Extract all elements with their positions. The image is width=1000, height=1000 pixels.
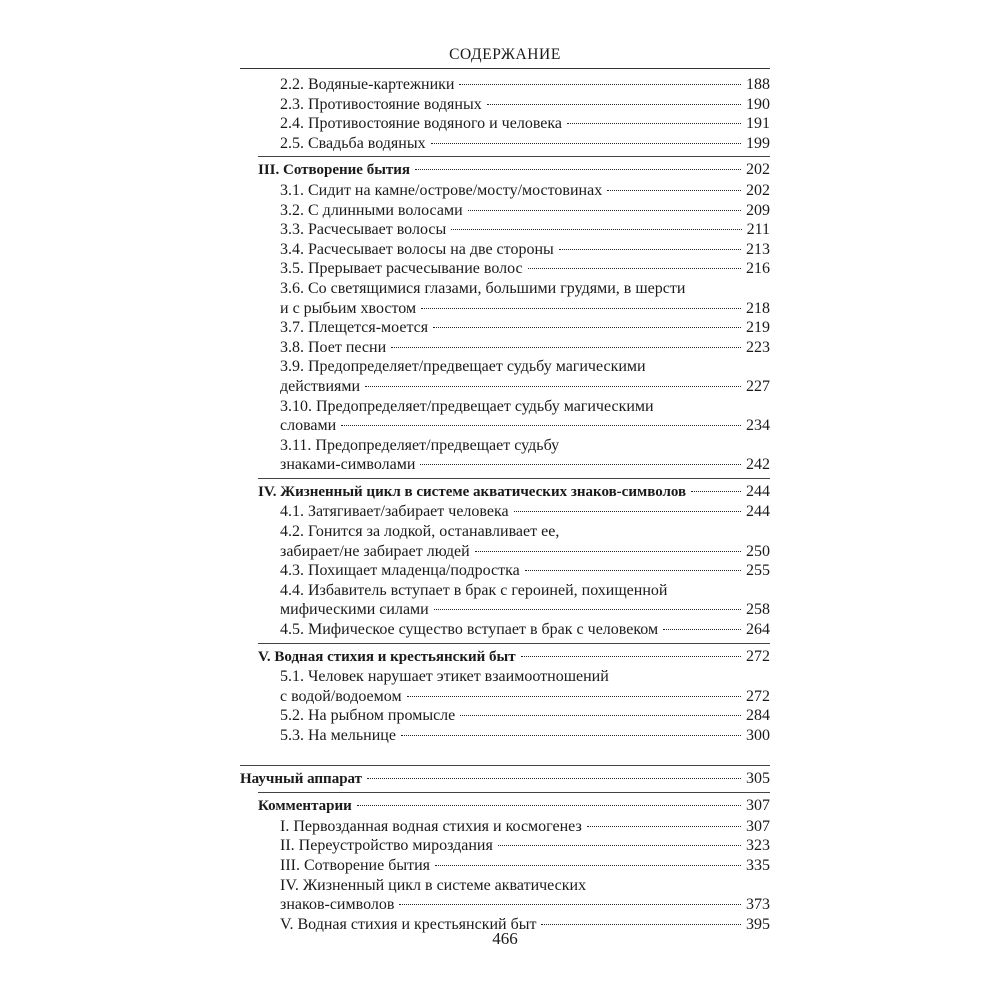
toc-entry-title: 3.4. Расчесывает волосы на две стороны <box>280 240 554 258</box>
toc-entry-row <box>280 220 770 240</box>
dot-leader <box>420 464 741 465</box>
dot-leader <box>451 229 741 230</box>
toc-entry-row <box>280 377 770 397</box>
toc-entry-row <box>280 259 770 279</box>
toc-page-number: 223 <box>746 338 770 356</box>
toc-entry-row <box>280 817 770 837</box>
toc-entry-title: I. Первозданная водная стихия и космогенез <box>280 817 582 835</box>
toc-page-number: 218 <box>746 299 770 317</box>
toc-section[interactable] <box>240 160 770 181</box>
page-number: 466 <box>492 929 518 948</box>
toc-entry-row <box>280 687 770 707</box>
dot-leader <box>415 169 741 170</box>
dot-leader <box>498 845 741 846</box>
toc-entry-row <box>280 134 770 154</box>
toc-entry-title: 4.3. Похищает младенца/подростка <box>280 562 520 580</box>
toc-page-number: 373 <box>746 896 770 914</box>
toc-page-number: 202 <box>746 161 770 179</box>
toc-entry[interactable] <box>240 134 770 154</box>
section-rule <box>258 792 770 793</box>
dot-leader <box>367 778 741 779</box>
toc-entry[interactable] <box>240 726 770 746</box>
toc-entry-row <box>280 856 770 876</box>
section-rule <box>240 765 770 766</box>
dot-leader <box>431 143 741 144</box>
section-rule <box>258 478 770 479</box>
toc-page-number: 272 <box>746 687 770 705</box>
toc-entry-title-line: 4.2. Гонится за лодкой, останавливает ее, <box>280 523 560 541</box>
toc-entry-title: 3.5. Прерывает расчесывание волос <box>280 260 523 278</box>
toc-entry-row <box>280 836 770 856</box>
dot-leader <box>401 735 741 736</box>
toc-page-number: 216 <box>746 260 770 278</box>
toc-entry-title: V. Водная стихия и крестьянский быт <box>258 648 516 665</box>
toc-entry[interactable] <box>240 259 770 279</box>
toc-entry[interactable] <box>240 201 770 221</box>
toc-entry-title: III. Сотворение бытия <box>280 856 431 874</box>
toc-entry-row <box>280 416 770 436</box>
toc-entry-row <box>258 647 770 668</box>
toc-page-number: 264 <box>746 621 770 639</box>
toc-page-number: 209 <box>746 201 770 219</box>
toc-entry-title: 4.5. Мифическое существо вступает в брак с человеком <box>280 621 659 639</box>
toc-page-number: 300 <box>746 727 770 744</box>
toc-entry[interactable] <box>240 95 770 115</box>
toc-entry[interactable] <box>240 856 770 876</box>
toc-entry-title: знаков-символов <box>280 896 395 914</box>
toc-entry-title: Научный аппарат <box>240 770 363 787</box>
dot-leader <box>521 656 741 657</box>
dot-leader <box>434 609 741 610</box>
toc-entry-row <box>258 482 770 503</box>
toc-entry-title-line: 4.4. Избавитель вступает в брак с героиней, похищенной <box>280 581 668 599</box>
toc-entry-row <box>280 240 770 260</box>
toc-entry-title-line: IV. Жизненный цикл в системе акватических <box>280 876 587 894</box>
toc-entry-title: 5.3. На мельнице <box>280 727 396 744</box>
toc-entry-title: II. Переустройство мироздания <box>280 837 493 855</box>
section-rule <box>258 643 770 644</box>
dot-leader <box>663 629 741 630</box>
toc-entry[interactable] <box>240 561 770 581</box>
toc-entry-row <box>280 895 770 915</box>
dot-leader <box>607 190 741 191</box>
toc-entry-title: III. Сотворение бытия <box>258 162 411 179</box>
toc-page-number: 242 <box>746 456 770 474</box>
section-gap <box>240 746 770 762</box>
toc-entry-title: V. Водная стихия и крестьянский быт <box>280 915 537 933</box>
toc-entry[interactable] <box>240 667 770 706</box>
toc-entry-title: 2.3. Противостояние водяных <box>280 95 482 113</box>
toc-entry[interactable] <box>240 75 770 95</box>
toc-entry[interactable] <box>240 240 770 260</box>
toc-entry[interactable] <box>240 318 770 338</box>
toc-entry-title-line: 5.1. Человек нарушает этикет взаимоотношений <box>280 668 609 686</box>
dot-leader <box>435 865 741 866</box>
header-rule <box>240 68 770 69</box>
toc-entry-title: IV. Жизненный цикл в системе акватических знаков-символов <box>258 483 687 500</box>
toc-page-number: 190 <box>746 95 770 113</box>
toc-page-number: 255 <box>746 562 770 580</box>
dot-leader <box>691 491 741 492</box>
dot-leader <box>433 327 741 328</box>
toc-page-number: 272 <box>746 647 770 665</box>
toc-page-number: 284 <box>746 707 770 725</box>
toc-page-number: 191 <box>746 115 770 133</box>
dot-leader <box>487 104 741 105</box>
toc-entry-row <box>280 502 770 522</box>
toc-page-number: 305 <box>746 769 770 787</box>
toc-entry-row <box>280 201 770 221</box>
toc-entry-row <box>280 726 770 746</box>
dot-leader <box>341 425 741 426</box>
dot-leader <box>459 84 741 85</box>
toc-entry-title-line: 3.6. Со светящимися глазами, большими грудями, в шерсти <box>280 279 686 297</box>
toc-entry-row <box>280 338 770 358</box>
toc-entry-row <box>280 620 770 640</box>
toc-entry-title: 3.3. Расчесывает волосы <box>280 221 447 239</box>
toc-entry-title-line: 3.10. Предопределяет/предвещает судьбу магическими <box>280 397 654 415</box>
toc-page-number: 234 <box>746 417 770 435</box>
dot-leader <box>468 210 741 211</box>
toc-page-number: 244 <box>746 482 770 500</box>
toc-entry-row <box>280 542 770 562</box>
dot-leader <box>407 696 741 697</box>
toc-page-number: 199 <box>746 134 770 152</box>
toc-entry-row <box>280 561 770 581</box>
dot-leader <box>541 924 741 925</box>
toc-page-number: 202 <box>746 181 770 199</box>
toc-entry-title: 2.4. Противостояние водяного и человека <box>280 115 563 133</box>
section-rule <box>258 156 770 157</box>
toc-entry-row <box>280 95 770 115</box>
running-head: СОДЕРЖАНИЕ <box>449 46 561 63</box>
toc-page-number: 395 <box>746 915 770 933</box>
toc-page-number: 307 <box>746 797 770 815</box>
toc-entry-title: и с рыбьим хвостом <box>280 299 417 317</box>
toc-entry-row <box>280 600 770 620</box>
table-of-contents <box>240 75 770 934</box>
toc-page-number: 258 <box>746 601 770 619</box>
toc-entry-row <box>258 160 770 181</box>
toc-entry-title: 3.2. С длинными волосами <box>280 201 463 219</box>
toc-page-number: 307 <box>746 817 770 835</box>
toc-entry-title: Комментарии <box>258 798 352 815</box>
dot-leader <box>399 904 741 905</box>
toc-entry-title: 3.8. Поет песни <box>280 338 387 356</box>
toc-entry[interactable] <box>240 817 770 837</box>
toc-entry-title: 4.1. Затягивает/забирает человека <box>280 503 509 521</box>
toc-entry[interactable] <box>240 836 770 856</box>
toc-page-number: 335 <box>746 856 770 874</box>
toc-entry-title: 2.2. Водяные-картежники <box>280 76 455 93</box>
toc-entry-title: 5.2. На рыбном промысле <box>280 707 456 725</box>
toc-entry[interactable] <box>240 279 770 318</box>
toc-section[interactable] <box>240 769 770 790</box>
toc-entry-title-line: 3.9. Предопределяет/предвещает судьбу магическими <box>280 358 646 376</box>
toc-page-number: 323 <box>746 837 770 855</box>
toc-page-number: 213 <box>746 240 770 258</box>
toc-entry-title-line: 3.11. Предопределяет/предвещает судьбу <box>280 436 560 454</box>
toc-entry[interactable] <box>240 338 770 358</box>
toc-entry-title: мифическими силами <box>280 601 429 619</box>
toc-entry[interactable] <box>240 357 770 396</box>
dot-leader <box>421 308 741 309</box>
dot-leader <box>365 386 741 387</box>
toc-entry-title: с водой/водоемом <box>280 687 402 705</box>
toc-entry[interactable] <box>240 706 770 726</box>
toc-entry-row <box>258 796 770 817</box>
toc-entry-row <box>280 299 770 319</box>
toc-entry-row <box>280 181 770 201</box>
toc-entry-title: 2.5. Свадьба водяных <box>280 134 426 152</box>
toc-section[interactable] <box>240 482 770 503</box>
toc-page-number: 211 <box>746 221 770 239</box>
dot-leader <box>525 570 741 571</box>
toc-entry-title: забирает/не забирает людей <box>280 542 470 560</box>
toc-entry[interactable] <box>240 522 770 561</box>
toc-entry-title: 3.7. Плещется-моется <box>280 319 429 337</box>
toc-entry-title: действиями <box>280 377 361 395</box>
toc-entry-row <box>280 318 770 338</box>
dot-leader <box>460 715 741 716</box>
dot-leader <box>357 805 741 806</box>
toc-entry[interactable] <box>240 397 770 436</box>
toc-entry[interactable] <box>240 181 770 201</box>
toc-entry-row <box>280 75 770 95</box>
toc-page-number: 219 <box>746 319 770 337</box>
dot-leader <box>475 551 741 552</box>
toc-entry-title: 3.1. Сидит на камне/острове/мосту/мостовинах <box>280 181 603 199</box>
toc-entry[interactable] <box>240 220 770 240</box>
toc-entry-title: словами <box>280 417 337 435</box>
toc-page-number: 244 <box>746 503 770 521</box>
toc-entry[interactable] <box>240 581 770 620</box>
toc-entry[interactable] <box>240 502 770 522</box>
toc-page-number: 188 <box>746 76 770 93</box>
toc-entry-row <box>280 706 770 726</box>
toc-entry-row <box>280 455 770 475</box>
dot-leader <box>559 249 741 250</box>
dot-leader <box>514 511 741 512</box>
toc-entry[interactable] <box>240 436 770 475</box>
toc-entry-row <box>240 769 770 790</box>
dot-leader <box>587 826 741 827</box>
dot-leader <box>567 123 741 124</box>
toc-entry[interactable] <box>240 620 770 640</box>
dot-leader <box>528 268 741 269</box>
toc-entry[interactable] <box>240 114 770 134</box>
toc-page-number: 227 <box>746 377 770 395</box>
toc-section[interactable] <box>240 647 770 668</box>
dot-leader <box>391 347 741 348</box>
toc-entry-row <box>280 114 770 134</box>
toc-entry-title: знаками-символами <box>280 456 416 474</box>
toc-section[interactable] <box>240 796 770 817</box>
toc-page-number: 250 <box>746 542 770 560</box>
toc-entry[interactable] <box>240 876 770 915</box>
